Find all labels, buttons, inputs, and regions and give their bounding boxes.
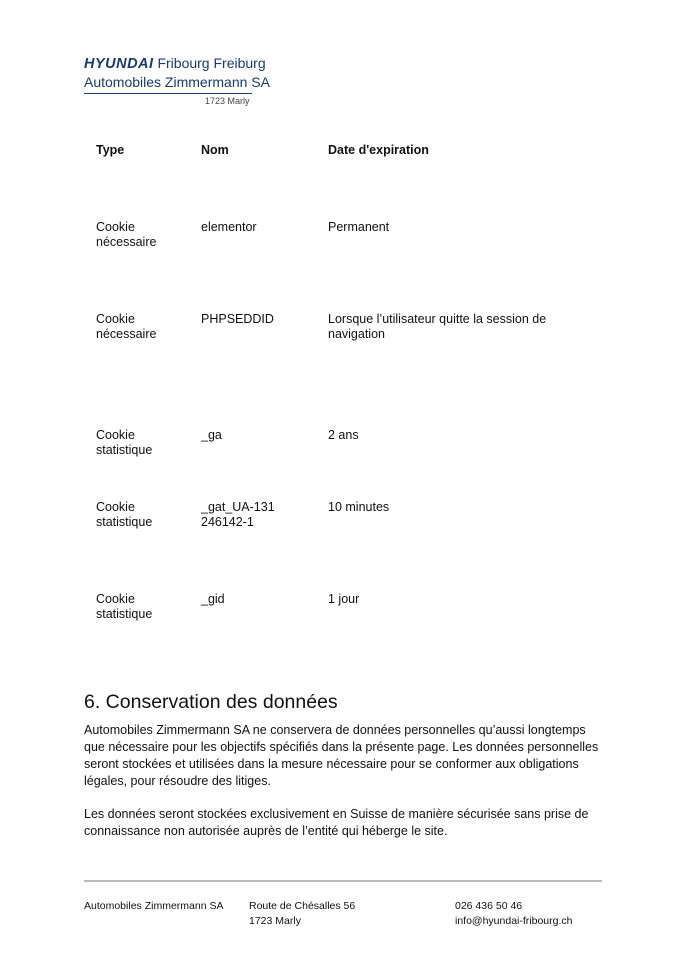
column-header-name: Nom (201, 143, 229, 157)
cell-expiry: Lorsque l’utilisateur quitte la session de navigation (328, 312, 547, 341)
cell-type: Cookie statistique (96, 500, 153, 529)
logo-location: Fribourg Freiburg (157, 55, 266, 71)
company-logo (84, 55, 270, 106)
footer-phone: 026 436 50 46 (455, 900, 523, 912)
cell-name: PHPSEDDID (201, 312, 274, 326)
cell-name: _gid (201, 592, 225, 606)
cell-expiry: 1 jour (328, 592, 360, 606)
section-paragraph: Les données seront stockées exclusivement en Suisse de manière sécurisée sans prise de connaissance non autorisée auprès de l’entité qui héberge le site. (84, 807, 589, 838)
cell-type: Cookie nécessaire (96, 312, 157, 341)
cell-type: Cookie nécessaire (96, 220, 157, 249)
cell-name: _gat_UA-131246142-1 (201, 500, 275, 529)
footer-address (249, 899, 355, 929)
cell-expiry: 2 ans (328, 428, 359, 442)
cell-expiry: 10 minutes (328, 500, 390, 514)
column-header-expiry: Date d'expiration (328, 143, 429, 157)
section-heading: 6. Conservation des données (84, 691, 338, 713)
cell-expiry: Permanent (328, 220, 390, 234)
column-header-type: Type (96, 143, 125, 157)
cell-name: _ga (201, 428, 222, 442)
footer-divider (84, 880, 602, 882)
footer-email: info@hyundai-fribourg.ch (455, 915, 573, 927)
logo-city: 1723 Marly (205, 96, 250, 106)
logo-company: Automobiles Zimmermann SA (84, 74, 270, 90)
footer-city: 1723 Marly (249, 915, 301, 927)
logo-brand: HYUNDAI (84, 56, 154, 72)
cell-type: Cookie statistique (96, 428, 153, 457)
cell-name: elementor (201, 220, 257, 234)
cell-type: Cookie statistique (96, 592, 153, 621)
footer-company: Automobiles Zimmermann SA (84, 900, 224, 912)
logo-divider (84, 93, 252, 94)
section-paragraph: Automobiles Zimmermann SA ne conservera de données personnelles qu’aussi longtemps que nécessaire pour les objectifs spécifiés dans la présente page. Les données personnelles seront stockées et utilisées dans la mesure nécessaire pour se conformer aux obligations légales, pour résoudre des litiges. (84, 723, 599, 788)
footer-contact (455, 899, 572, 929)
footer-street: Route de Chésalles 56 (249, 900, 356, 912)
